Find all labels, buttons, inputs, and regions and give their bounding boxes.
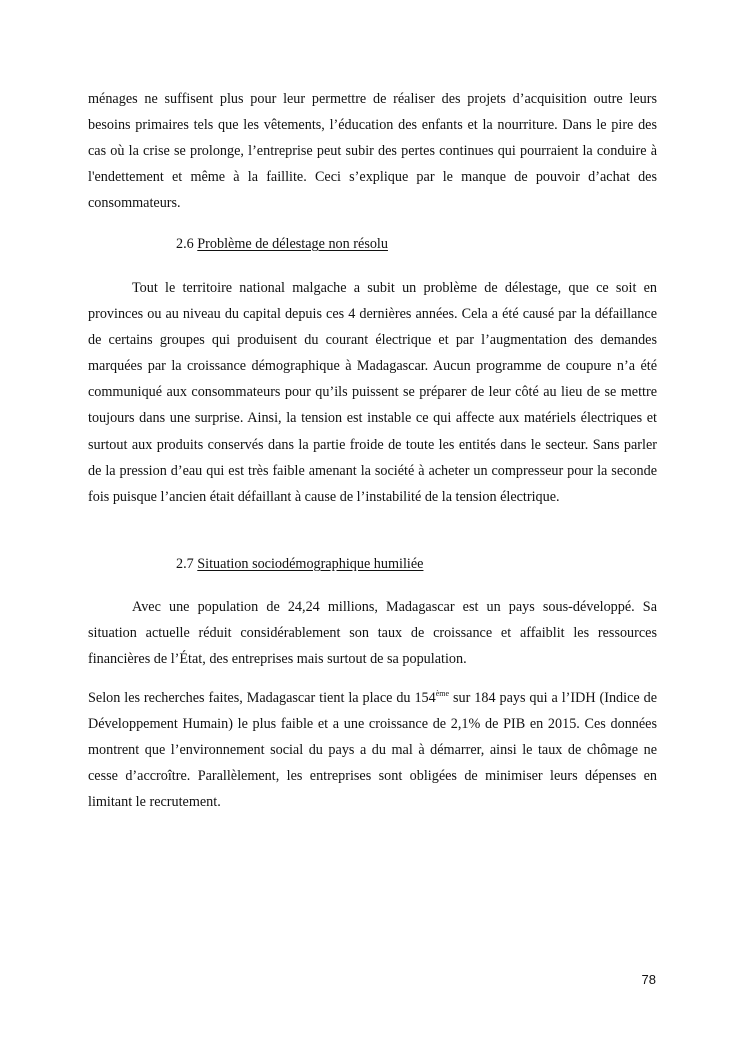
section-heading-2-6 [176, 234, 388, 254]
section-title: Situation sociodémographique humiliée [197, 556, 424, 572]
section-heading-2-7 [176, 554, 423, 574]
section-number: 2.7 [176, 556, 194, 572]
superscript-ordinal: ème [435, 689, 450, 698]
paragraph-hdi-ranking [88, 685, 657, 815]
text-run: sur 184 pays qui a l’IDH (Indice de Développement Humain) le plus faible et a une croissance de 2,1% de PIB en 2015. Ces données montrent que l’environnement social du pays a du mal à démarrer, ainsi le taux de chômage ne cesse d’accroître. Parallèlement, les entreprises sont obligées de minimiser leurs dépenses en limitant le recrutement. [88, 690, 658, 811]
page-number: 78 [641, 972, 656, 987]
section-number: 2.6 [176, 236, 194, 252]
section-title: Problème de délestage non résolu [197, 236, 388, 252]
text-run: Selon les recherches faites, Madagascar tient la place du 154 [88, 690, 436, 706]
paragraph-power-outages: Tout le territoire national malgache a subit un problème de délestage, que ce soit en provinces ou au niveau du capital depuis ces 4 dernières années. Cela a été causé par la défaillance de certains groupes qui produisent du courant électrique et par l’augmentation des demandes marquées par la croissance démographique à Madagascar. Aucun programme de coupure n’a été communiqué aux consommateurs pour qu’ils puissent se préparer de leur côté au lieu de se mettre toujours dans une surprise. Ainsi, la tension est instable ce qui affecte aux matériels électriques et surtout aux produits conservés dans la partie froide de toute les entités dans le secteur. Sans parler de la pression d’eau qui est très faible amenant la société à acheter un compresseur pour la seconde fois puisque l’ancien était défaillant à cause de l’instabilité de la tension électrique. [88, 280, 657, 505]
paragraph-population: Avec une population de 24,24 millions, Madagascar est un pays sous-développé. Sa situation actuelle réduit considérablement son taux de croissance et affaiblit les ressources financières de l’État, des entreprises mais surtout de sa population. [88, 599, 657, 668]
paragraph-household-purchasing: ménages ne suffisent plus pour leur permettre de réaliser des projets d’acquisition outre leurs besoins primaires tels que les vêtements, l’éducation des enfants et la nourriture. Dans le pire des cas où la crise se prolonge, l’entreprise peut subir des pertes continues qui pourraient la conduire à l'endettement et même à la faillite. Ceci s’explique par le manque de pouvoir d’achat des consommateurs. [88, 91, 657, 212]
